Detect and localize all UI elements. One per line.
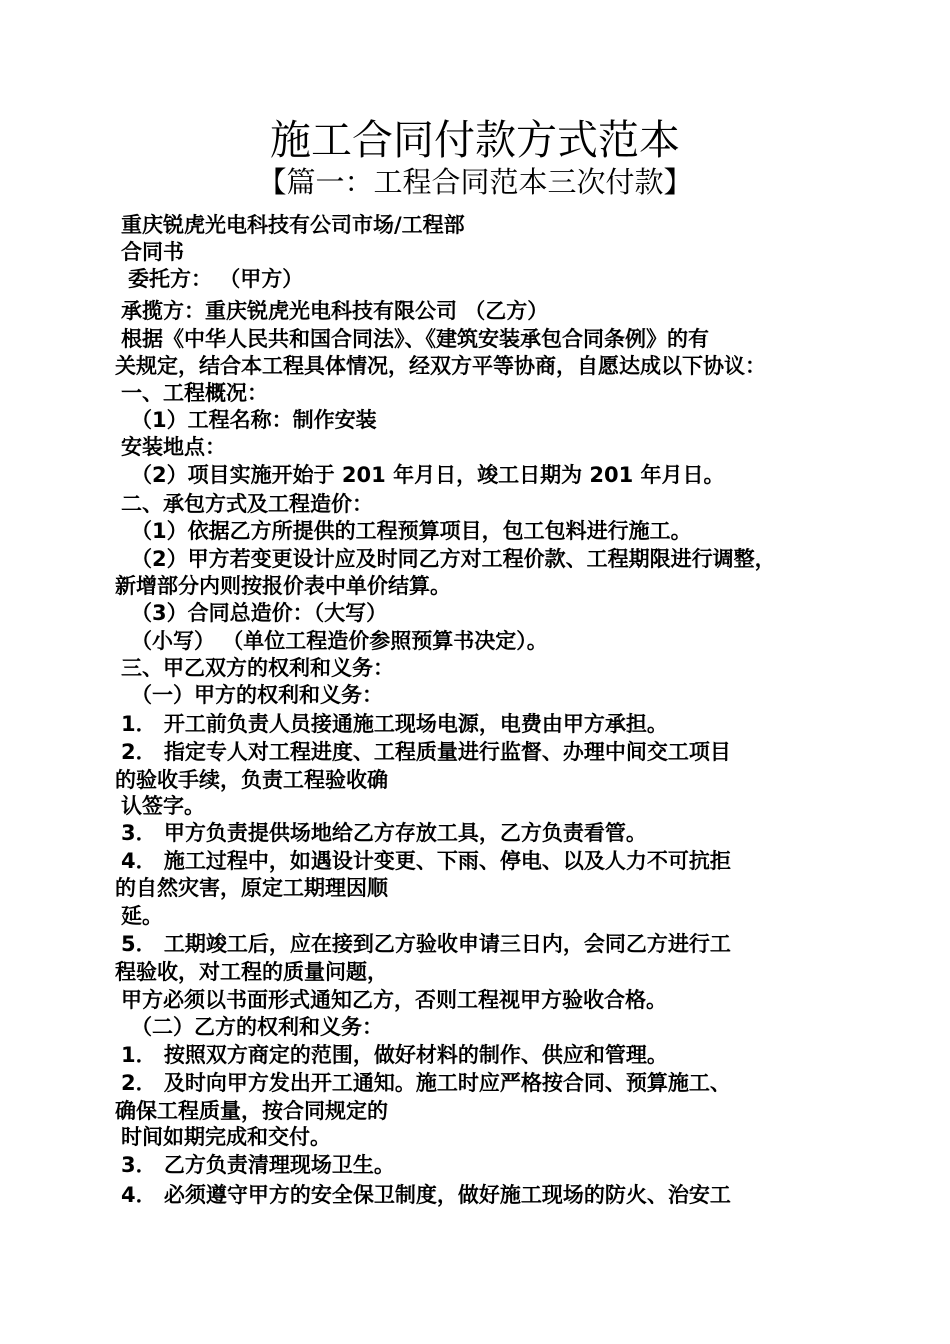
- clause-line: 程验收，对工程的质量问题，: [115, 960, 388, 984]
- document-title: 施工合同付款方式范本: [270, 116, 680, 164]
- clause-line: 确保工程质量，按合同规定的: [115, 1099, 388, 1123]
- clause-line: （2）项目实施开始于 201 年月日，竣工日期为 201 年月日。: [131, 463, 725, 487]
- clause-line: 1． 按照双方商定的范围，做好材料的制作、供应和管理。: [121, 1043, 668, 1067]
- clause-line: 的验收手续，负责工程验收确: [115, 768, 388, 792]
- subsection-heading: （一）甲方的权利和义务：: [131, 683, 383, 707]
- paragraph-line: 根据《中华人民共和国合同法》、《建筑安装承包合同条例》的有: [121, 327, 709, 351]
- section-heading: 三、甲乙双方的权利和义务：: [121, 656, 394, 680]
- company-heading-line: 重庆锐虎光电科技有公司市场/工程部: [121, 213, 465, 237]
- contractor-party-line: 承揽方：重庆锐虎光电科技有限公司 （乙方）: [121, 299, 549, 323]
- document-subtitle: 【篇一：工程合同范本三次付款】: [257, 165, 693, 199]
- clause-line: 延。: [121, 904, 163, 928]
- clause-line: （1）工程名称：制作安装: [131, 408, 377, 432]
- clause-line: 2． 及时向甲方发出开工通知。施工时应严格按合同、预算施工、: [121, 1071, 731, 1095]
- client-party-line: 委托方： （甲方）: [128, 267, 304, 291]
- section-heading: 一、工程概况：: [121, 381, 268, 405]
- clause-line: （3）合同总造价：（大写）: [131, 601, 388, 625]
- clause-line: 甲方必须以书面形式通知乙方，否则工程视甲方验收合格。: [121, 988, 667, 1012]
- clause-line: 认签字。: [121, 794, 205, 818]
- clause-line: 3． 乙方负责清理现场卫生。: [121, 1153, 395, 1177]
- subsection-heading: （二）乙方的权利和义务：: [131, 1015, 383, 1039]
- clause-line: 4． 施工过程中，如遇设计变更、下雨、停电、以及人力不可抗拒: [121, 849, 731, 873]
- contract-label-line: 合同书: [121, 240, 184, 264]
- clause-line: 5． 工期竣工后，应在接到乙方验收申请三日内，会同乙方进行工: [121, 932, 731, 956]
- clause-line: 3． 甲方负责提供场地给乙方存放工具，乙方负责看管。: [121, 821, 647, 845]
- section-heading: 二、承包方式及工程造价：: [121, 492, 373, 516]
- clause-line: 1． 开工前负责人员接通施工现场电源，电费由甲方承担。: [121, 712, 668, 736]
- clause-line: （小写） （单位工程造价参照预算书决定）。: [131, 629, 548, 653]
- clause-line: 2． 指定专人对工程进度、工程质量进行监督、办理中间交工项目: [121, 740, 731, 764]
- clause-line: 4． 必须遵守甲方的安全保卫制度，做好施工现场的防火、治安工: [121, 1183, 731, 1207]
- clause-line: （2）甲方若变更设计应及时同乙方对工程价款、工程期限进行调整，: [131, 547, 776, 571]
- paragraph-line: 关规定，结合本工程具体情况，经双方平等协商，自愿达成以下协议：: [115, 354, 766, 378]
- clause-line: 新增部分内则按报价表中单价结算。: [115, 574, 451, 598]
- clause-line: 安装地点：: [121, 435, 226, 459]
- clause-line: 的自然灾害，原定工期理因顺: [115, 876, 388, 900]
- clause-line: 时间如期完成和交付。: [121, 1125, 331, 1149]
- clause-line: （1）依据乙方所提供的工程预算项目，包工包料进行施工。: [131, 519, 692, 543]
